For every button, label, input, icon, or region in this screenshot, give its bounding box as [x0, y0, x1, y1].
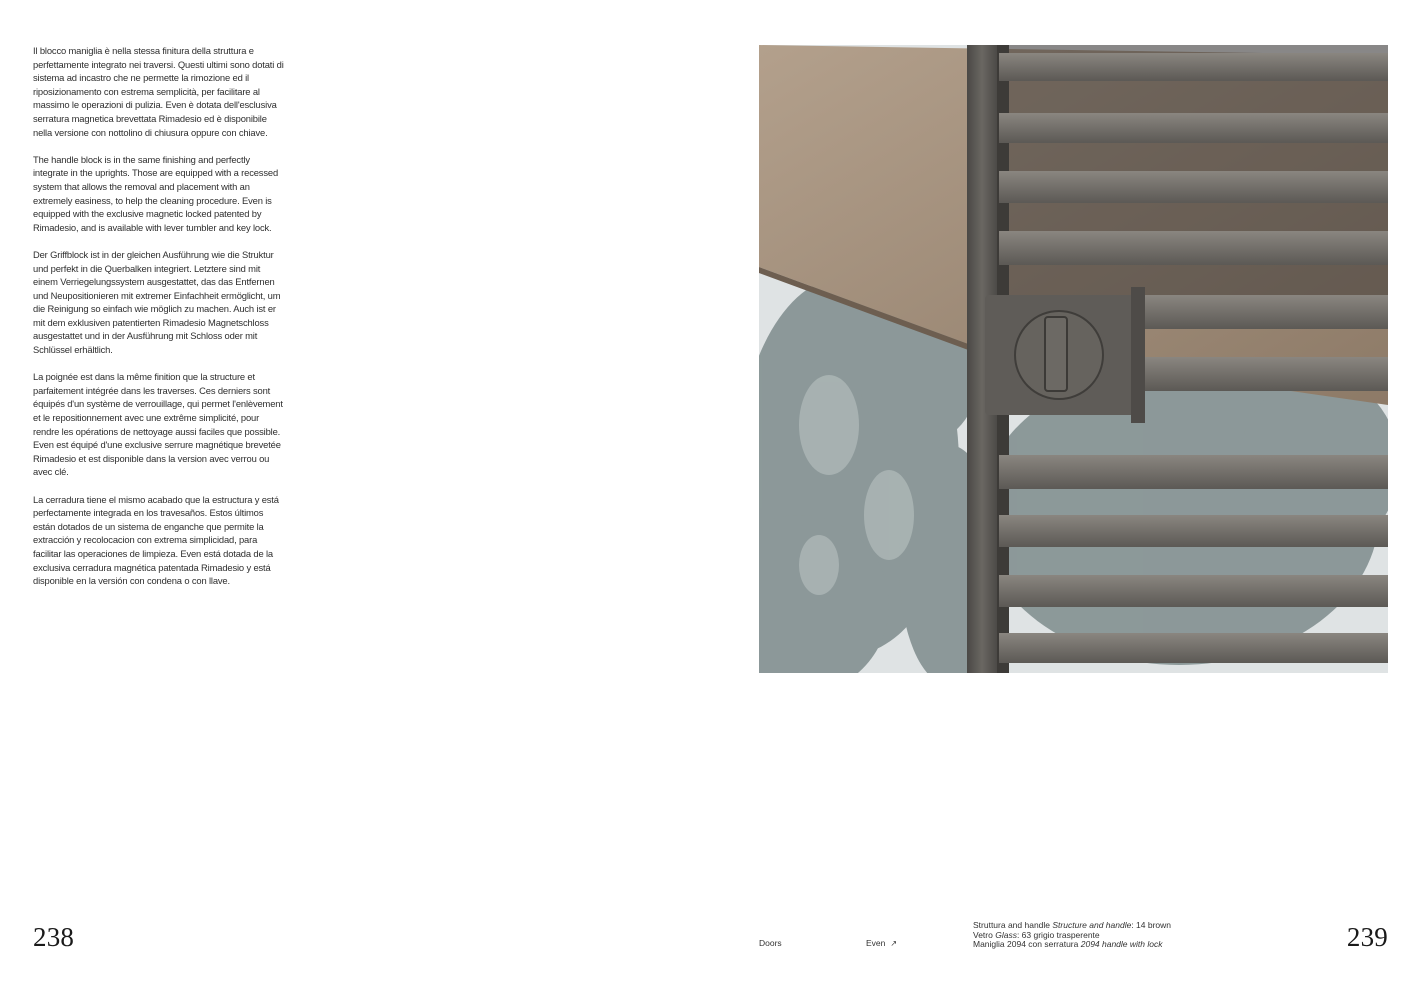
caption-line-structure: Struttura and handle Structure and handle: 14 brown — [973, 920, 1172, 930]
footer-product-name: Even — [866, 938, 886, 948]
paragraph-spanish: La cerradura tiene el mismo acabado que la estructura y está perfectamente integrada en los travesaños. Estos últimos están dotados de un sistema de enganche que permite la extracción y recolocacion con extrema simplicidad, para facilitar las operaciones de limpieza. Even está dotada de la exclusiva cerradura magnética patentada Rimadesio y está disponible en la versión con condena o con llave. — [33, 493, 279, 587]
body-text-column — [33, 44, 285, 601]
paragraph-german: Der Griffblock ist in der gleichen Ausführung wie die Struktur und perfekt in die Querbalken integriert. Letztere sind mit einem Verriegelungssystem ausgestattet, das das Entfernen und Neupositionieren mit extremer Einfachheit ermöglicht, um die Reinigung so einfach wie möglich zu machen. Auch ist er mit dem exklusiven patentierten Rimadesio Magnetschloss ausgestattet und in der Ausführung mit Schloss oder mit Schlüssel erhältlich. — [33, 248, 281, 356]
photo-caption — [973, 921, 1171, 950]
caption-line-handle: Maniglia 2094 con serratura 2094 handle with lock — [973, 939, 1163, 950]
caption-line-glass: Vetro Glass: 63 grigio trasperente — [973, 929, 1100, 940]
footer-section-label: Doors — [759, 938, 782, 948]
arrow-up-right-icon: ↗ — [890, 939, 898, 948]
page-number-right: 239 — [1346, 922, 1388, 952]
paragraph-english: The handle block is in the same finishing and perfectly integrate in the uprights. Those are equipped with a recessed system that allows the removal and placement with an extremely easiness, to help the cleaning procedure. Even is equipped with the exclusive magnetic locked patented by Rimadesio, and is available with lever tumbler and key lock. — [33, 153, 279, 233]
paragraph-french: La poignée est dans la même finition que la structure et parfaitement intégrée dans les traverses. Ces derniers sont équipés d'un système de verrouillage, qui permet l'enlèvement et le repositionnement avec une extrême simplicité, pour rendre les opérations de nettoyage aussi faciles que possible. Even est équipé d'une exclusive serrure magnétique brevetée Rimadesio et est disponible dans la version avec verrou ou avec clé. — [33, 371, 283, 478]
footer-product-label — [866, 939, 897, 949]
paragraph-italian: Il blocco maniglia è nella stessa finitura della struttura e perfettamente integrato nei traversi. Questi ultimi sono dotati di sistema ad incastro che ne permette la rimozione ed il riposizionamento con estrema semplicità, per facilitare al massimo le operazioni di pulizia. Even è dotata dell'esclusiva serratura magnetica brevettata Rimadesio ed è disponibile nella versione con nottolino di chiusura oppure con chiave. — [33, 45, 284, 138]
page-number-left: 238 — [33, 922, 75, 952]
product-photo-even-door-handle — [759, 45, 1388, 673]
